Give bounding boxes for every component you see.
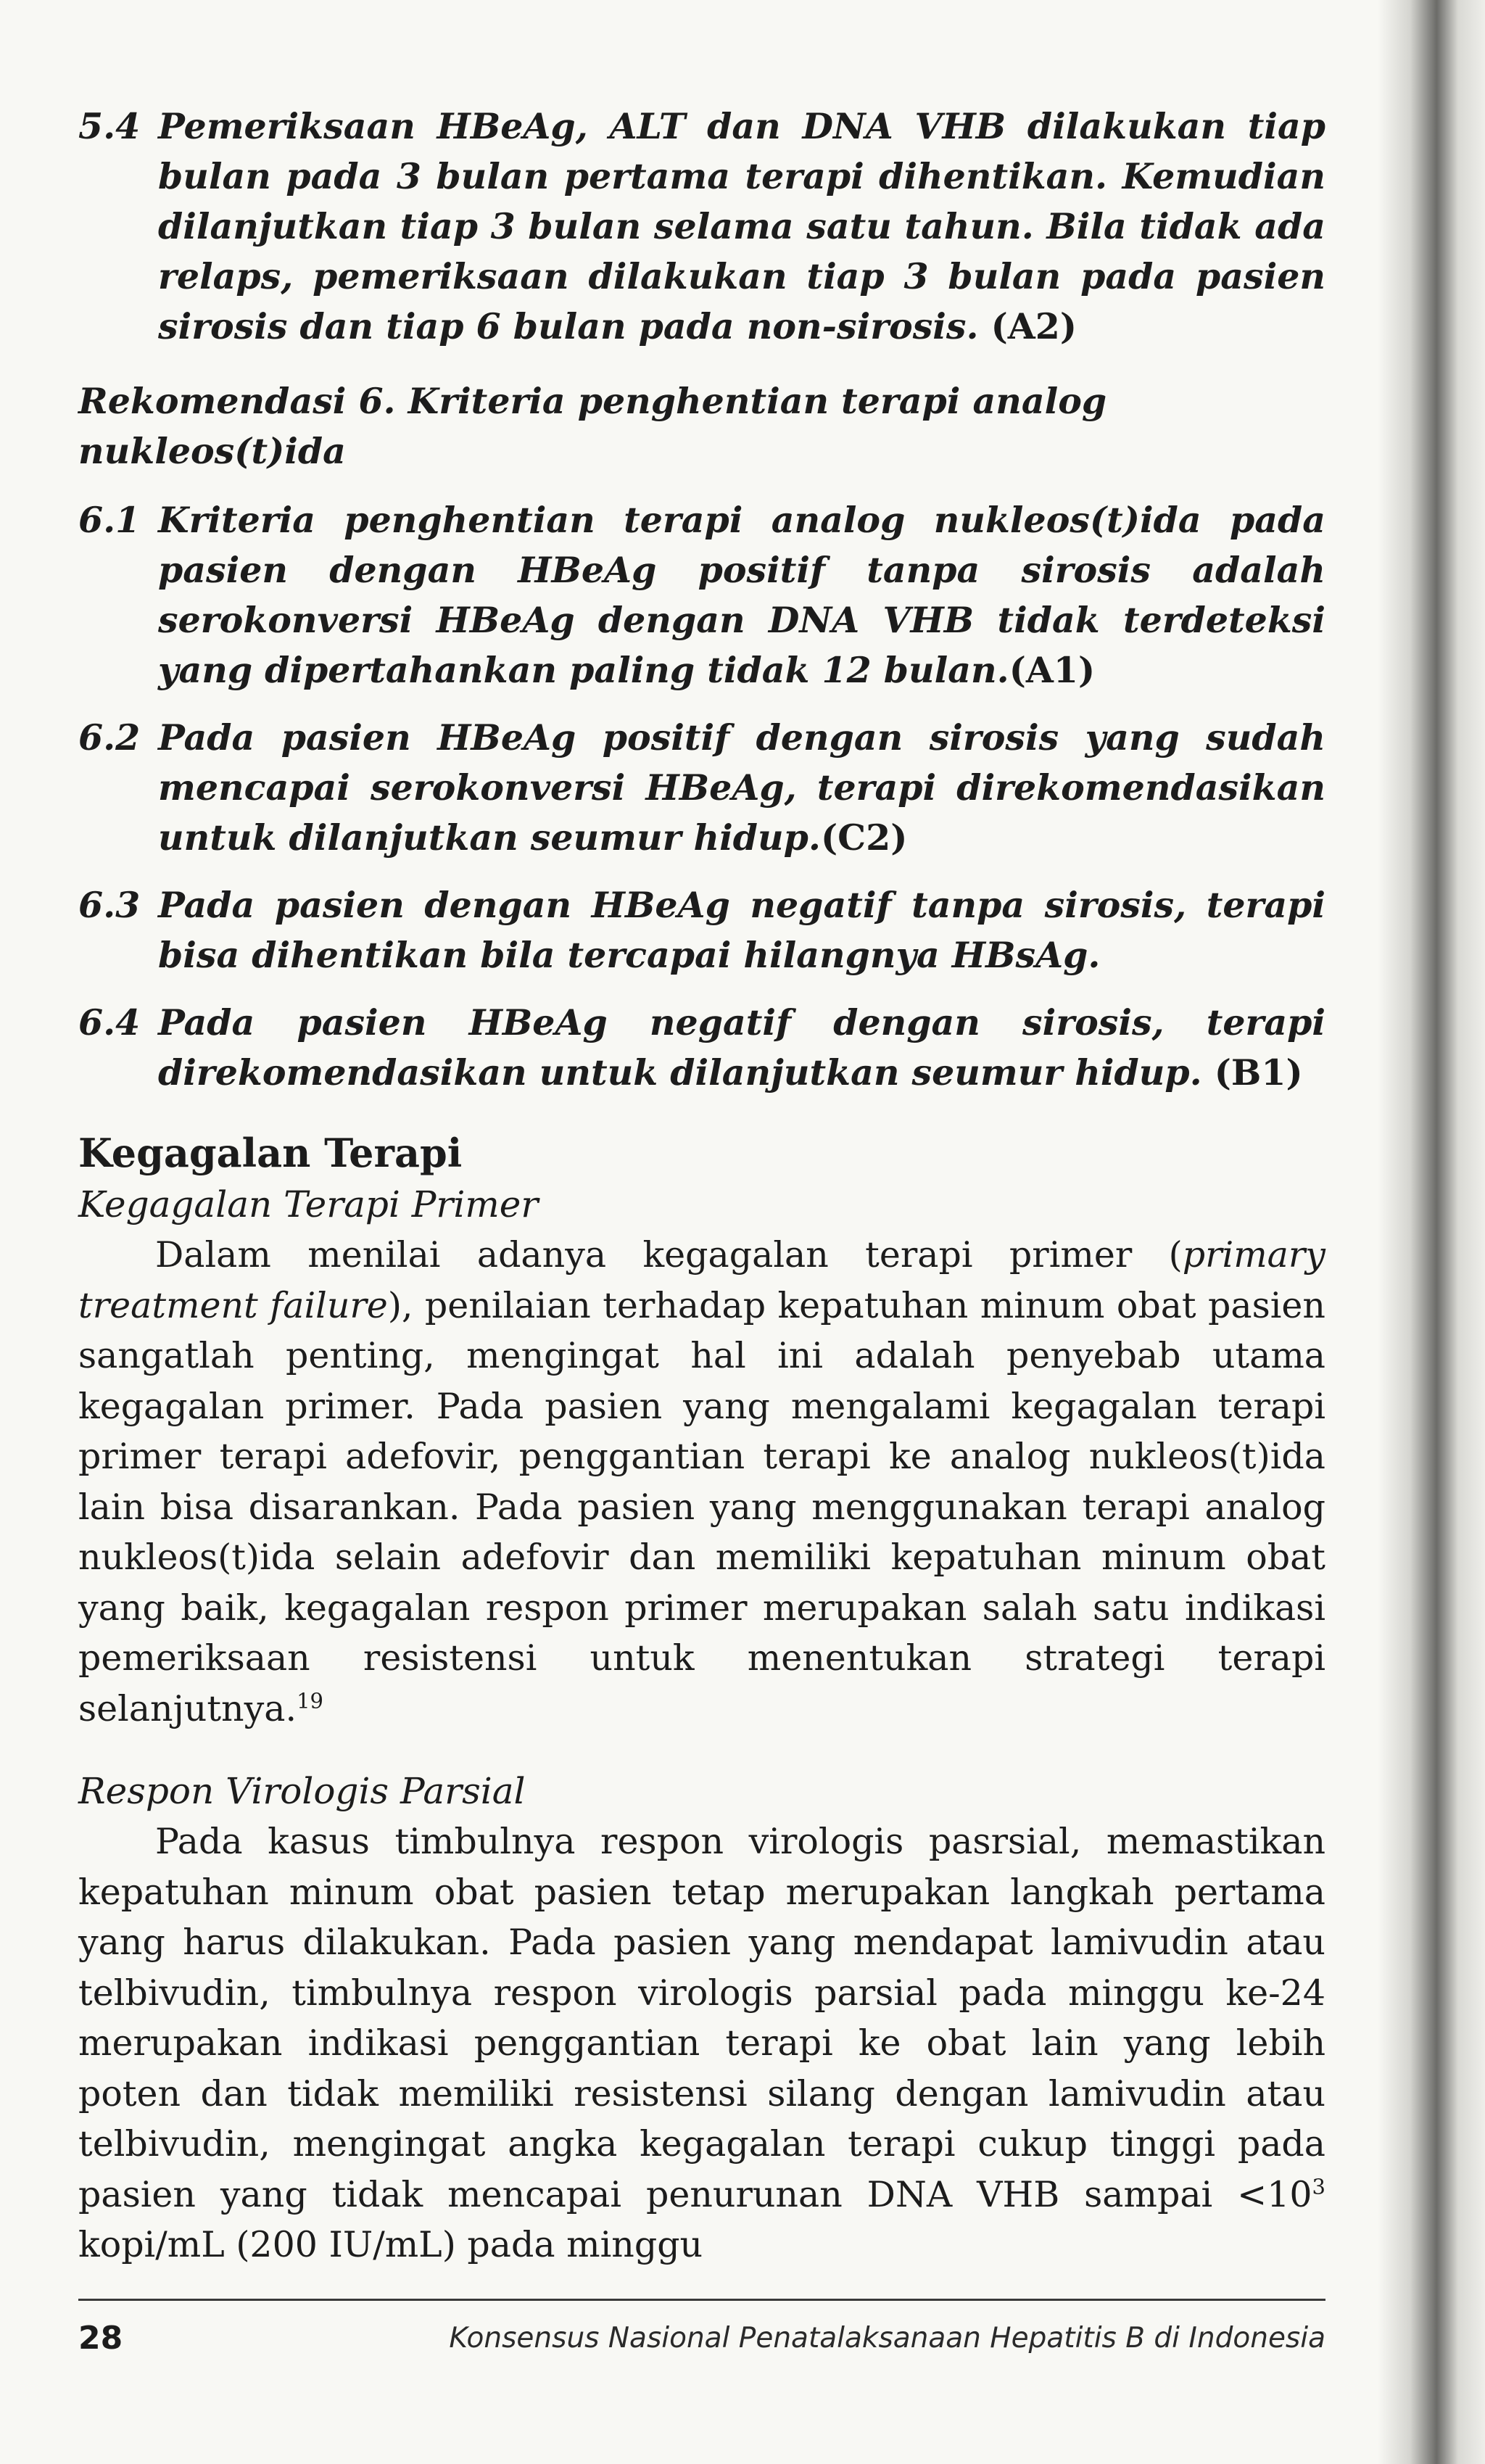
section-heading: Kegagalan Terapi — [78, 1130, 463, 1176]
citation-superscript: 19 — [297, 1688, 323, 1713]
subsection-heading-primer: Kegagalan Terapi Primer — [78, 1183, 539, 1225]
recommendation-6-1 — [78, 495, 1325, 695]
recommendation-body: Kriteria penghentian terapi analog nukleos(t)ida pada pasien dengan HBeAg positif tanpa sirosis adalah serokonversi HBeAg dengan DNA VHB tidak terdeteksi yang dipertahankan paling tidak 12 bulan. — [158, 499, 1325, 691]
paragraph-kegagalan-primer — [78, 1230, 1325, 1734]
italic-term: primary treatment failure — [78, 1234, 1325, 1326]
paragraph-text: kopi/mL (200 IU/mL) pada minggu — [78, 2224, 703, 2265]
recommendation-number: 6.4 — [78, 1001, 141, 1043]
recommendation-6-2 — [78, 713, 1325, 863]
recommendation-text — [158, 495, 1325, 695]
recommendation-text — [158, 713, 1325, 863]
paragraph-text: Dalam menilai adanya kegagalan terapi primer ( — [155, 1234, 1183, 1276]
page-number: 28 — [78, 2320, 123, 2357]
footer-book-title: Konsensus Nasional Penatalaksanaan Hepatitis B di Indonesia — [449, 2322, 1325, 2355]
paragraph-respon-virologis — [78, 1816, 1325, 2270]
recommendation-number: 6.2 — [78, 716, 141, 758]
recommendation-grade: (A2) — [990, 305, 1077, 347]
paragraph-text: ), penilaian terhadap kepatuhan minum obat pasien sangatlah penting, mengingat hal ini adalah penyebab utama kegagalan primer. Pada pasien yang mengalami kegagalan terapi primer terapi adefovir, penggantian terapi ke analog nukleos(t)ida lain bisa disarankan. Pada pasien yang menggunakan terapi analog nukleos(t)ida selain adefovir dan memiliki kepatuhan minum obat yang baik, kegagalan respon primer merupakan salah satu indikasi pemeriksaan resistensi untuk menentukan strategi terapi selanjutnya. — [78, 1284, 1325, 1729]
recommendation-body: Pada pasien HBeAg negatif dengan sirosis, terapi direkomendasikan untuk dilanjutkan seumur hidup. — [158, 1001, 1325, 1093]
recommendation-grade: (A1) — [1009, 649, 1096, 691]
paragraph-text: Pada kasus timbulnya respon virologis pasrsial, memastikan kepatuhan minum obat pasien tetap merupakan langkah pertama yang harus dilakukan. Pada pasien yang mendapat lamivudin atau telbivudin, timbulnya respon virologis parsial pada minggu ke-24 merupakan indikasi penggantian terapi ke obat lain yang lebih poten dan tidak memiliki resistensi silang dengan lamivudin atau telbivudin, mengingat angka kegagalan terapi cukup tinggi pada pasien yang tidak mencapai penurunan DNA VHB sampai <10 — [78, 1821, 1325, 2215]
recommendation-body: Pemeriksaan HBeAg, ALT dan DNA VHB dilakukan tiap bulan pada 3 bulan pertama terapi dihentikan. Kemudian dilanjutkan tiap 3 bulan selama satu tahun. Bila tidak ada relaps, pemeriksaan dilakukan tiap 3 bulan pada pasien sirosis dan tiap 6 bulan pada non-sirosis. — [158, 105, 1325, 347]
recommendation-6-3 — [78, 880, 1325, 980]
recommendation-6-4 — [78, 998, 1325, 1098]
recommendation-text — [158, 880, 1325, 980]
footer-divider — [78, 2299, 1325, 2301]
recommendation-body: Pada pasien dengan HBeAg negatif tanpa sirosis, terapi bisa dihentikan bila tercapai hilangnya HBsAg. — [158, 884, 1325, 976]
recommendation-grade: (B1) — [1214, 1051, 1303, 1093]
subsection-heading-respon: Respon Virologis Parsial — [78, 1770, 526, 1812]
recommendation-number: 6.3 — [78, 884, 141, 926]
page-content — [78, 102, 1325, 2270]
rekomendasi-heading: Rekomendasi 6. Kriteria penghentian terapi analog nukleos(t)ida — [78, 380, 1107, 472]
recommendation-number: 6.1 — [78, 499, 141, 541]
recommendation-grade: (C2) — [820, 816, 908, 859]
recommendation-number: 5.4 — [78, 105, 141, 147]
recommendation-body: Pada pasien HBeAg positif dengan sirosis yang sudah mencapai serokonversi HBeAg, terapi direkomendasikan untuk dilanjutkan seumur hidup. — [158, 716, 1325, 859]
exponent-superscript: 3 — [1312, 2174, 1325, 2199]
recommendation-5-4 — [78, 102, 1325, 352]
binding-gutter-shadow — [1378, 0, 1485, 2464]
recommendation-text — [158, 998, 1325, 1098]
recommendation-text — [158, 102, 1325, 352]
